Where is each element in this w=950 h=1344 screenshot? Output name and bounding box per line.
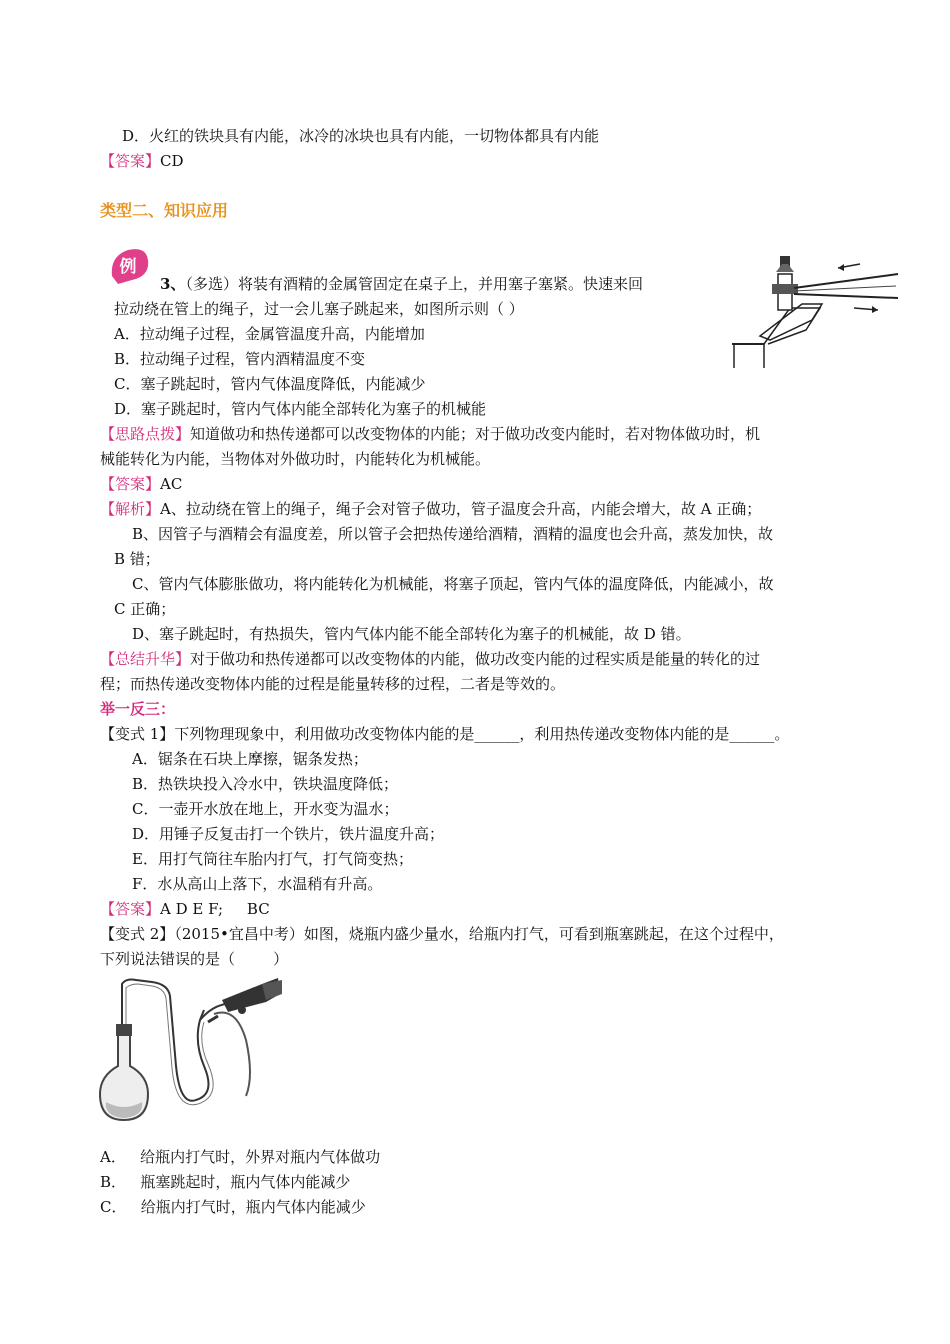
summary-line2: 程；而热传递改变物体内能的过程是能量转移的过程，二者是等效的。 bbox=[100, 675, 566, 693]
analysis-line1 bbox=[100, 499, 761, 519]
variant1-option-b: B．热铁块投入冷水中，铁块温度降低； bbox=[132, 775, 399, 793]
variant2-stem-line2: 下列说法错误的是（ ） bbox=[100, 950, 289, 968]
analysis-tag: 【解析】 bbox=[100, 500, 161, 518]
analysis-line5: C 正确； bbox=[114, 600, 176, 618]
prev-option-d: D．火红的铁块具有内能，冰冷的冰块也具有内能，一切物体都具有内能 bbox=[122, 127, 600, 145]
summary-text: 对于做功和热传递都可以改变物体的内能，做功改变内能的过程实质是能量的转化的过 bbox=[190, 650, 761, 668]
variant2-option-a: A． 给瓶内打气时，外界对瓶内气体做功 bbox=[100, 1148, 381, 1166]
flask-pump-figure bbox=[96, 976, 286, 1126]
analysis-text: A、拉动绕在管上的绳子，绳子会对管子做功，管子温度会升高，内能会增大，故 A 正确； bbox=[160, 500, 762, 518]
analysis-line3: B 错； bbox=[114, 550, 160, 568]
example-badge-icon bbox=[108, 246, 152, 286]
variant2-text: （2015•宜昌中考）如图，烧瓶内盛少量水，给瓶内打气，可看到瓶塞跳起，在这个过程中， bbox=[174, 925, 784, 943]
example3-answer bbox=[100, 474, 182, 494]
analysis-line6: D、塞子跳起时，有热损失，管内气体内能不能全部转化为塞子的机械能，故 D 错。 bbox=[132, 625, 691, 643]
variant2-option-b: B． 瓶塞跳起时，瓶内气体内能减少 bbox=[100, 1173, 351, 1191]
practice-label: 举一反三： bbox=[100, 700, 176, 718]
summary-line1 bbox=[100, 649, 760, 669]
example3-option-c: C．塞子跳起时，管内气体温度降低，内能减少 bbox=[114, 375, 426, 393]
example3-number: 3、 bbox=[160, 275, 186, 293]
answer-tag: 【答案】 bbox=[100, 152, 161, 170]
answer-value: A D E F; BC bbox=[160, 900, 270, 918]
variant1-answer bbox=[100, 899, 270, 919]
analysis-line2: B、因管子与酒精会有温度差，所以管子会把热传递给酒精，酒精的温度也会升高，蒸发加快，故 bbox=[132, 525, 774, 543]
example3-option-b: B．拉动绳子过程，管内酒精温度不变 bbox=[114, 350, 366, 368]
variant1-option-a: A．锯条在石块上摩擦，锯条发热； bbox=[132, 750, 368, 768]
example-badge-label: 例 bbox=[119, 257, 137, 277]
answer-tag: 【答案】 bbox=[100, 900, 161, 918]
variant1-option-d: D．用锤子反复击打一个铁片，铁片温度升高； bbox=[132, 825, 445, 843]
variant1-tag: 【变式 1】 bbox=[100, 725, 175, 743]
example3-stem-line1 bbox=[160, 274, 643, 294]
answer-value: CD bbox=[160, 152, 184, 170]
prev-answer bbox=[100, 151, 184, 171]
analysis-line4: C、管内气体膨胀做功，将内能转化为机械能，将塞子顶起，管内气体的温度降低，内能减小，故 bbox=[132, 575, 774, 593]
variant2-stem-line1 bbox=[100, 924, 784, 944]
hint-text1: 知道做功和热传递都可以改变物体的内能；对于做功改变内能时，若对物体做功时，机 bbox=[190, 425, 761, 443]
variant1-text: 下列物理现象中，利用做功改变物体内能的是______，利用热传递改变物体内能的是______。 bbox=[174, 725, 790, 743]
variant1-stem bbox=[100, 724, 789, 744]
variant1-option-f: F．水从高山上落下，水温稍有升高。 bbox=[132, 875, 383, 893]
example3-option-a: A．拉动绳子过程，金属管温度升高，内能增加 bbox=[114, 325, 425, 343]
variant1-option-e: E．用打气筒往车胎内打气，打气筒变热； bbox=[132, 850, 413, 868]
metal-tube-figure bbox=[728, 244, 908, 370]
variant1-option-c: C．一壶开水放在地上，开水变为温水； bbox=[132, 800, 399, 818]
hint-tag: 【思路点拨】 bbox=[100, 425, 191, 443]
section-title: 类型二、知识应用 bbox=[100, 201, 229, 220]
variant2-option-c: C． 给瓶内打气时，瓶内气体内能减少 bbox=[100, 1198, 366, 1216]
hint-line2: 械能转化为内能，当物体对外做功时，内能转化为机械能。 bbox=[100, 450, 491, 468]
hint-line1 bbox=[100, 424, 760, 444]
example3-stem-line2: 拉动绕在管上的绳子，过一会儿塞子跳起来，如图所示则（ ） bbox=[114, 300, 524, 318]
variant2-tag: 【变式 2】 bbox=[100, 925, 175, 943]
example3-stem-text: （多选）将装有酒精的金属管固定在桌子上，并用塞子塞紧。快速来回 bbox=[185, 275, 643, 293]
summary-tag: 【总结升华】 bbox=[100, 650, 191, 668]
answer-tag: 【答案】 bbox=[100, 475, 161, 493]
answer-value: AC bbox=[160, 475, 183, 493]
example3-option-d: D．塞子跳起时，管内气体内能全部转化为塞子的机械能 bbox=[114, 400, 487, 418]
